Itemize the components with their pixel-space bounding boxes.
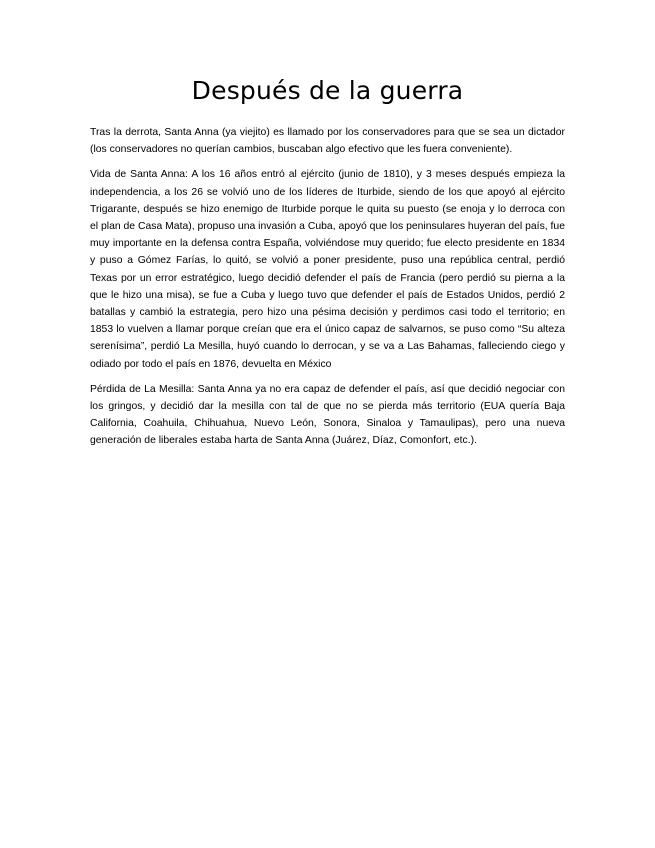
paragraph-intro: Tras la derrota, Santa Anna (ya viejito) es llamado por los conservadores para que se sea un dictador (los conservadores no querían cambios, buscaban algo efectivo que les fuera conveniente). [90,127,565,156]
paragraph-perdida-mesilla: Pérdida de La Mesilla: Santa Anna ya no era capaz de defender el país, así que decidió negociar con los gringos, y decidió dar la mesilla con tal de que no se pierda más territorio (EUA quería Baja California, Coahuila, Chihuahua, Nuevo León, Sonora, Sinaloa y Tamaulipas), pero una nueva generación de liberales estaba harta de Santa Anna (Juárez, Díaz, Comonfort, etc.). [90,383,565,447]
document-body [90,124,565,458]
paragraph-vida-santa-anna: Vida de Santa Anna: A los 16 años entró al ejército (junio de 1810), y 3 meses después empieza la independencia, a los 26 se volvió uno de los líderes de Iturbide, siendo de los que apoyó al ejército Trigarante, después se hizo enemigo de Iturbide porque le quita su puesto (se enoja y lo derroca con el plan de Casa Mata), propuso una invasión a Cuba, apoyó que los peninsulares huyeran del país, fue muy importante en la defensa contra España, volviéndose muy querido; fue electo presidente en 1834 y puso a Gómez Farías, lo quitó, se volvió a poner presidente, puso una república central, perdió Texas por un error estratégico, luego decidió defender el país de Francia (pero perdió su pierna a la que le hizo una misa), se fue a Cuba y luego tuvo que defender el país de Estados Unidos, perdió 2 batallas y cambió la estrategia, pero hizo una pésima decisión y perdimos casi todo el territorio; en 1853 lo vuelven a llamar porque creían que era el único capaz de salvarnos, se puso como “Su alteza serenísima”, perdió La Mesilla, huyó cuando lo derrocan, y se va a Las Bahamas, falleciendo ciego y odiado por todo el país en 1876, devuelta en México [90,169,565,370]
document-title: Después de la guerra [191,76,464,105]
